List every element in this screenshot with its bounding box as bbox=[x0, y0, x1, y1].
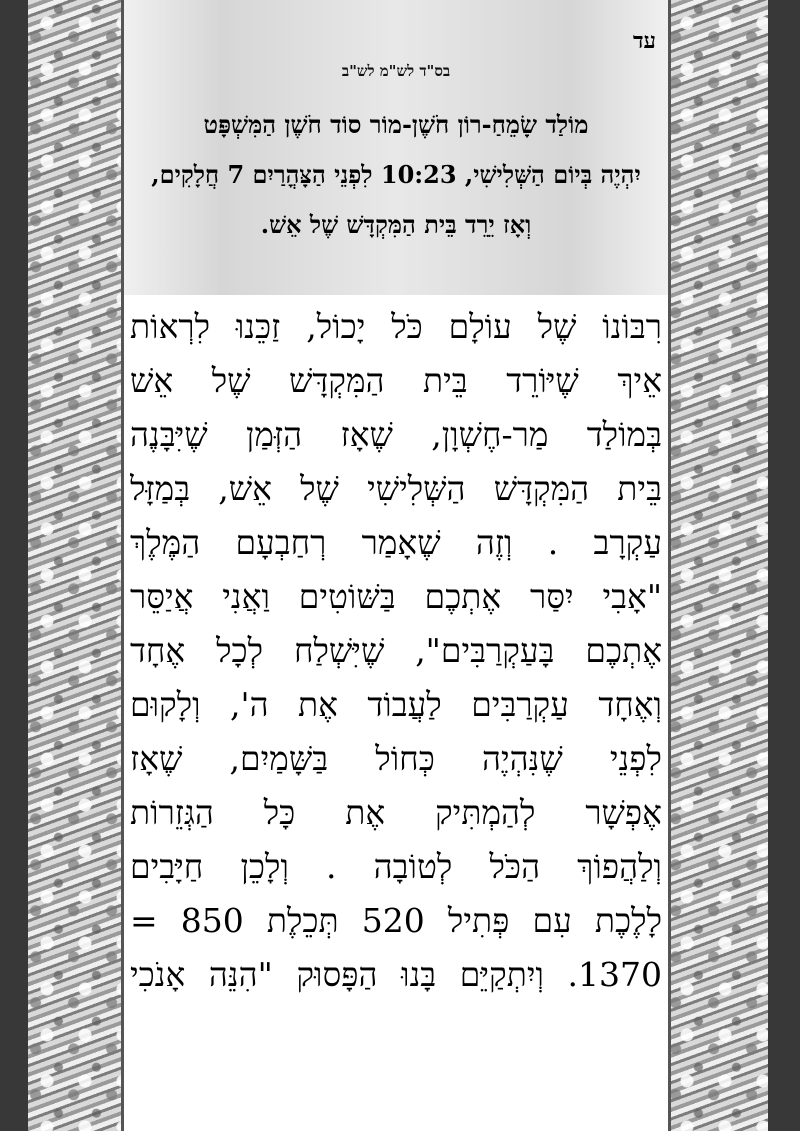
body-line: "אָבִי יִסַּר אֶתְכֶם בַּשּׁוֹטִים וַאֲנִי אֲיַסֵּר bbox=[130, 577, 662, 616]
border-edge-right bbox=[668, 0, 671, 1131]
body-line: וְלַהֲפוֹךְ הַכֹּל לְטוֹבָה . וְלָכֵן חַיָּבִים bbox=[130, 847, 662, 886]
body-line: בֵּית הַמִּקְדָּשׁ הַשְּׁלִישִׁי שֶׁל אֵשׁ, בְּמַזָּל bbox=[130, 469, 662, 508]
body-line: 1370. וְיִתְקַיֵּם בָּנוּ הַפָּסוּק "הִנֵּה אָנֹכִי bbox=[130, 955, 662, 994]
body-line: וְאֶחָד עַקְרַבִּים לַעֲבוֹד אֶת ה', וְלָקוּם bbox=[130, 685, 662, 724]
outer-margin-left bbox=[0, 0, 28, 1131]
headline bbox=[124, 100, 668, 250]
body-line: אֶפְשָׁר לְהַמְתִּיק אֶת כָּל הַגְּזֵרוֹת bbox=[130, 793, 662, 832]
body-line: אֶתְכֶם בָּעַקְרַבִּים", שֶׁיִּשְׁלַח לְכָל אֶחָד bbox=[130, 631, 662, 670]
body-line: לָלֶכֶת עִם פְּתִיל 520 תְּכֵלֶת 850 = bbox=[130, 901, 662, 940]
body-line: בְּמוֹלַד מַר-חֶשְׁוָן, שֶׁאָז הַזְּמַן שֶׁיִּבָּנֶה bbox=[130, 415, 662, 454]
headline-line: יִהְיֶה בְּיוֹם הַשְּׁלִישִׁי, 10:23 לִפְנֵי הַצָּהֳרַיִם 7 חֲלָקִים, bbox=[151, 160, 641, 189]
headline-line: מוֹלַד שָׂמֵחַ-רוֹן חֹשֶׁן-מוֹר סוֹד חֹשֶׁן הַמִּשְׁפָּט bbox=[203, 110, 589, 139]
header-bsd: בס"ד לש"מ לש"ב bbox=[341, 62, 451, 80]
body-text bbox=[130, 300, 662, 1002]
body-line: אֵיךְ שֶׁיּוֹרֵד בֵּית הַמִּקְדָּשׁ שֶׁל אֵשׁ bbox=[130, 361, 662, 400]
body-line: לִפְנֵי שֶׁנִּהְיֶה כְּחוֹל בַּשָּׁמַיִם, שֶׁאָז bbox=[130, 739, 662, 778]
border-edge-left bbox=[121, 0, 124, 1131]
body-line: רִבּוֹנוֹ שֶׁל עוֹלָם כֹּל יָכוֹל, זַכֵּנוּ לִרְאוֹת bbox=[130, 307, 662, 346]
page-panel bbox=[124, 0, 668, 1131]
outer-margin-right bbox=[768, 0, 800, 1131]
headline-line: וְאָז יֵרֵד בֵּית הַמִּקְדָּשׁ שֶׁל אֵשׁ. bbox=[260, 210, 532, 239]
ornamental-border-left bbox=[28, 0, 124, 1131]
page-number: עד bbox=[632, 28, 656, 54]
ornamental-border-right bbox=[668, 0, 768, 1131]
body-line: עַקְרָב . וְזֶה שֶׁאָמַר רְחַבְעָם הַמֶּלֶךְ bbox=[130, 523, 662, 562]
